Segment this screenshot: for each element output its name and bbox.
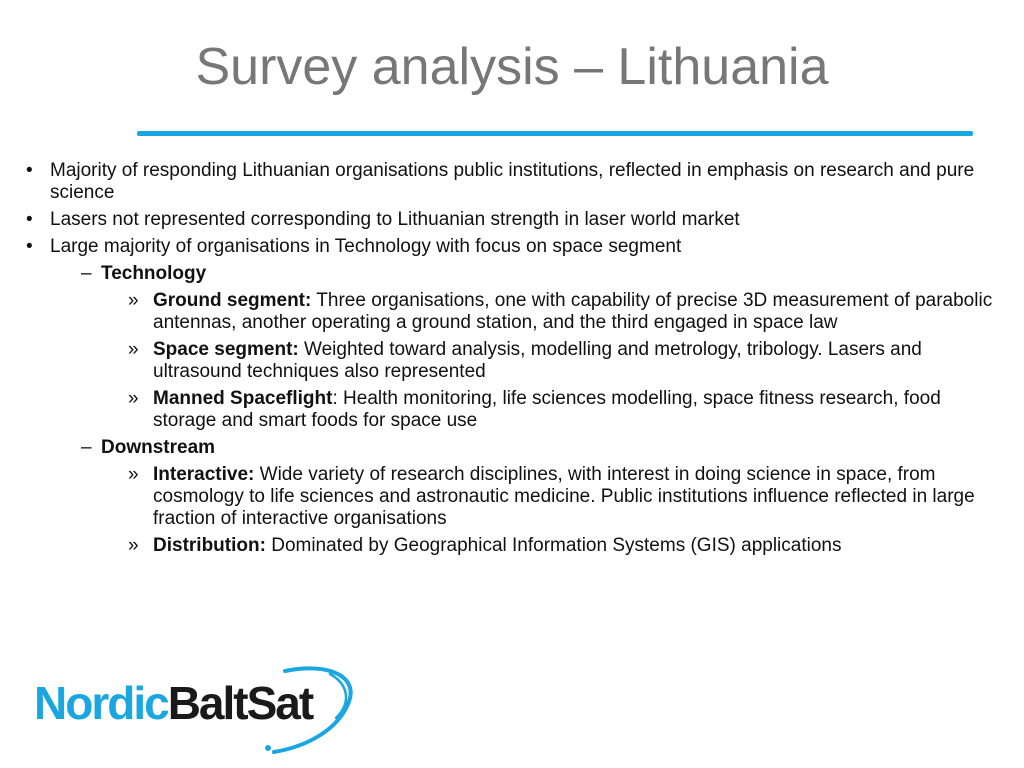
list-item [101, 464, 1000, 530]
guillemet-marker: » [128, 388, 139, 409]
item-text: : Health monitoring, life sciences modelling, space fitness research, food storage and smart foods for space use [153, 388, 941, 431]
item-text: Three organisations, one with capability of precise 3D measurement of parabolic antennas, another operating a ground station, and the third engaged in space law [153, 290, 993, 333]
slide-title: Survey analysis – Lithuania [195, 38, 829, 96]
section-heading: Technology [101, 263, 207, 284]
item-label: Ground segment: [153, 290, 312, 311]
bullet-text: Large majority of organisations in Technology with focus on space segment [50, 236, 682, 257]
list-item [101, 339, 1000, 383]
subitem-list [101, 290, 1000, 432]
subitem-list [101, 464, 1000, 557]
item-text: Wide variety of research disciplines, with interest in doing science in space, from cosmology to life sciences and astronautic medicine. Public institutions influence reflected in large fraction of interactive organisations [153, 464, 975, 529]
section-technology [50, 263, 1000, 432]
guillemet-marker: » [128, 464, 139, 485]
logo-baltsat-text: BaltSat [167, 677, 313, 729]
bullet-text: Majority of responding Lithuanian organisations public institutions, reflected in emphasis on research and pure science [50, 160, 975, 203]
bullet-item [20, 209, 1000, 231]
guillemet-marker: » [128, 290, 139, 311]
dash-marker: – [81, 263, 92, 284]
section-downstream [50, 437, 1000, 557]
bullet-item [20, 160, 1000, 204]
bullet-item [20, 236, 1000, 557]
bullet-marker: • [26, 160, 33, 181]
item-label: Space segment: [153, 339, 299, 360]
slide-body [20, 160, 1000, 562]
dash-marker: – [81, 437, 92, 458]
logo-nordic-text: Nordic [34, 677, 168, 729]
list-item [101, 535, 1000, 557]
item-text: Dominated by Geographical Information Systems (GIS) applications [265, 535, 842, 556]
bullet-text: Lasers not represented corresponding to Lithuanian strength in laser world market [50, 209, 740, 230]
section-list [50, 263, 1000, 557]
logo-wordmark [34, 677, 313, 729]
item-label: Distribution: [153, 535, 266, 556]
item-label: Interactive: [153, 464, 255, 485]
bullet-list [20, 160, 1000, 557]
guillemet-marker: » [128, 535, 139, 556]
list-item [101, 388, 1000, 432]
guillemet-marker: » [128, 339, 139, 360]
item-label: Manned Spaceflight [153, 388, 333, 409]
bullet-marker: • [26, 236, 33, 257]
title-divider [137, 131, 973, 136]
list-item [101, 290, 1000, 334]
item-text: Weighted toward analysis, modelling and metrology, tribology. Lasers and ultrasound techniques also represented [153, 339, 922, 382]
bullet-marker: • [26, 209, 33, 230]
nordicbaltsat-logo [30, 662, 360, 757]
section-heading: Downstream [101, 437, 216, 458]
